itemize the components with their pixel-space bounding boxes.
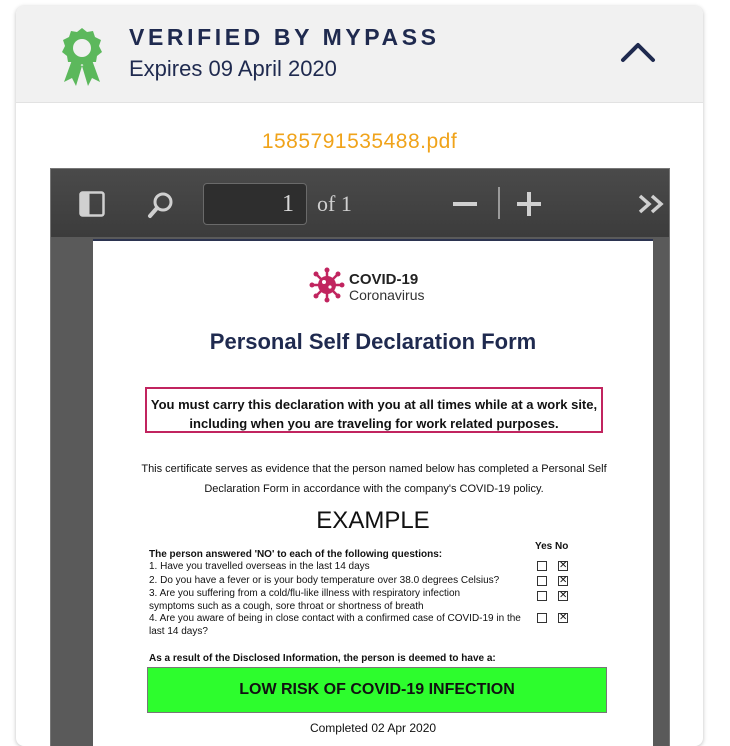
pdf-viewer [50, 168, 670, 746]
q4-no-checkbox: ✕ [559, 612, 568, 623]
result-label: As a result of the Disclosed Information, the person is deemed to have a: [149, 653, 496, 664]
minus-icon[interactable] [453, 201, 477, 207]
risk-banner: LOW RISK OF COVID-19 INFECTION [147, 667, 607, 713]
certificate-text: This certificate serves as evidence that the person named below has completed a Personal Self Declaration Form in accordance with the company's COVID-19 policy. [141, 463, 607, 495]
sidebar-toggle-icon[interactable] [79, 191, 105, 217]
q2-yes-checkbox [537, 576, 547, 586]
expiry-date: Expires 09 April 2020 [129, 56, 337, 81]
yes-column-header: Yes [535, 541, 553, 552]
verification-card [16, 6, 703, 746]
covid-logo-title: COVID-19 [349, 271, 419, 288]
question-2: 2. Do you have a fever or is your body temperature over 38.0 degrees Celsius? [149, 575, 500, 586]
q1-no-checkbox: ✕ [559, 560, 568, 571]
question-1: 1. Have you travelled overseas in the last 14 days [149, 561, 370, 572]
pdf-page [93, 239, 653, 746]
chevron-up-icon[interactable] [620, 38, 656, 64]
plus-icon[interactable] [517, 192, 541, 216]
questions-heading: The person answered 'NO' to each of the following questions: [149, 549, 443, 560]
q4-yes-checkbox [537, 613, 547, 623]
question-3: 3. Are you suffering from a cold/flu-like illness with respiratory infection symptoms such as a cough, sore throat or shortness of breath [149, 588, 461, 612]
form-title: Personal Self Declaration Form [209, 329, 537, 354]
q3-no-checkbox: ✕ [559, 590, 568, 601]
award-ribbon-icon [58, 26, 106, 86]
toolbar-divider [498, 187, 500, 219]
example-watermark: EXAMPLE [316, 507, 430, 534]
coronavirus-icon [309, 267, 345, 303]
page-total-label: of 1 [317, 191, 352, 216]
completed-date: Completed 02 Apr 2020 [309, 721, 437, 735]
q1-yes-checkbox [537, 561, 547, 571]
q2-no-checkbox: ✕ [559, 575, 568, 586]
no-column-header: No [555, 541, 569, 552]
covid-logo-subtitle: Coronavirus [349, 287, 425, 303]
pdf-toolbar [51, 169, 669, 237]
card-header[interactable] [16, 6, 703, 103]
verified-title: VERIFIED BY MYPASS [129, 24, 440, 50]
search-icon[interactable] [147, 191, 175, 219]
double-chevron-right-icon[interactable] [637, 193, 667, 215]
page-number-input[interactable]: 1 [203, 183, 307, 225]
question-4: 4. Are you aware of being in close contact with a confirmed case of COVID-19 in the last 14 days? [149, 613, 521, 637]
warning-box: You must carry this declaration with you at all times while at a work site, including when you are traveling for work related purposes. [145, 387, 603, 433]
q3-yes-checkbox [537, 591, 547, 601]
pdf-filename-link[interactable]: 1585791535488.pdf [261, 130, 458, 153]
